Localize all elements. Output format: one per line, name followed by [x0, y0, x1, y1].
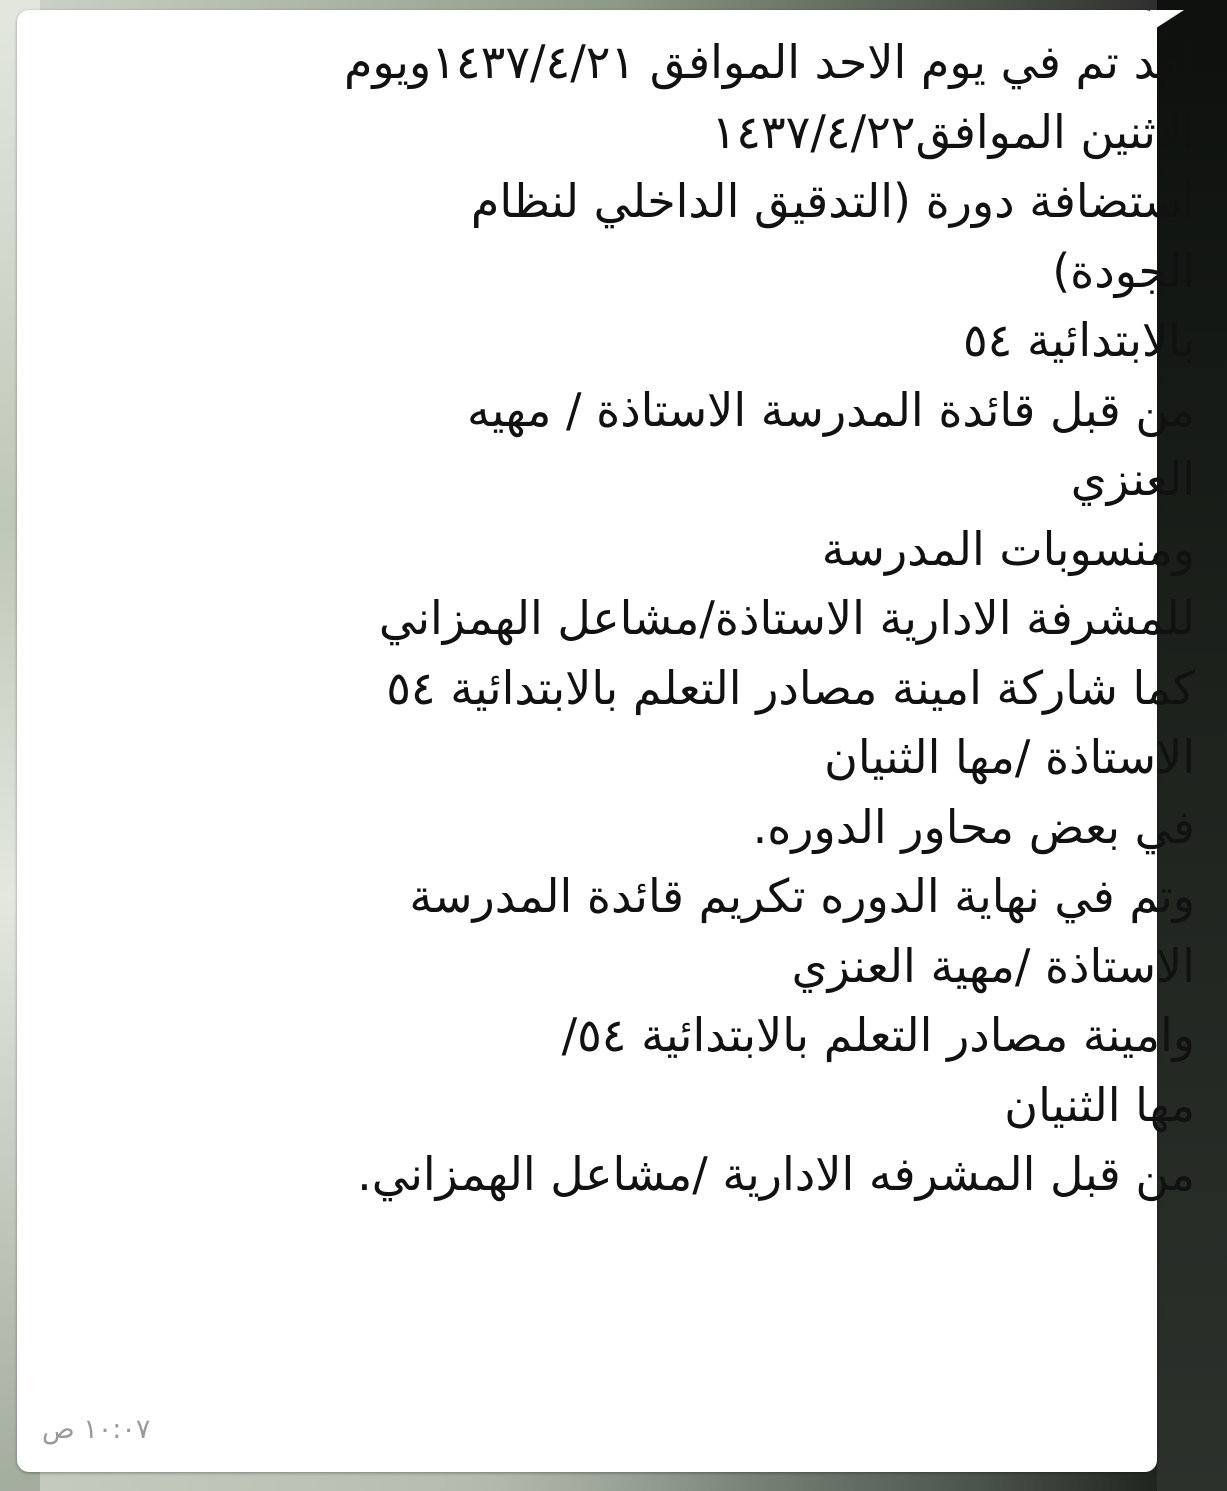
- message-line: من قبل المشرفه الادارية /مشاعل الهمزاني.: [357, 1147, 1195, 1201]
- message-line: الاستاذة /مهية العنزي: [791, 938, 1195, 993]
- message-line: وتم في نهاية الدوره تكريم قائدة المدرسة: [409, 869, 1195, 923]
- message-line: الاستاذة /مها الثنيان: [824, 730, 1195, 784]
- message-line: الاثنين الموافق١٤٣٧/٤/٢٢: [711, 104, 1195, 159]
- message-line: للمشرفة الادارية الاستاذة/مشاعل الهمزاني: [378, 591, 1195, 645]
- message-line: وامينة مصادر التعلم بالابتدائية ٥٤/: [561, 1008, 1195, 1062]
- message-line: العنزي: [1070, 452, 1195, 506]
- message-line: كما شاركة امينة مصادر التعلم بالابتدائية ٥٤: [386, 660, 1195, 715]
- message-line: الجودة): [1052, 243, 1195, 298]
- message-line: لقد تم في يوم الاحد الموافق ١٤٣٧/٤/٢١ويوم: [343, 35, 1195, 89]
- message-line: ومنسوبات المدرسة: [821, 521, 1195, 576]
- message-timestamp: ١٠:٠٧ ص: [42, 1414, 151, 1445]
- message-line: بالابتدائية ٥٤: [962, 313, 1195, 367]
- message-line: من قبل قائدة المدرسة الاستاذة / مهيه: [466, 382, 1195, 437]
- message-line: استضافة دورة (التدقيق الداخلي لنظام: [470, 174, 1195, 228]
- message-line: مها الثنيان: [1004, 1077, 1195, 1132]
- message-text: [115, 28, 1195, 1210]
- message-line: في بعض محاور الدوره.: [752, 799, 1195, 854]
